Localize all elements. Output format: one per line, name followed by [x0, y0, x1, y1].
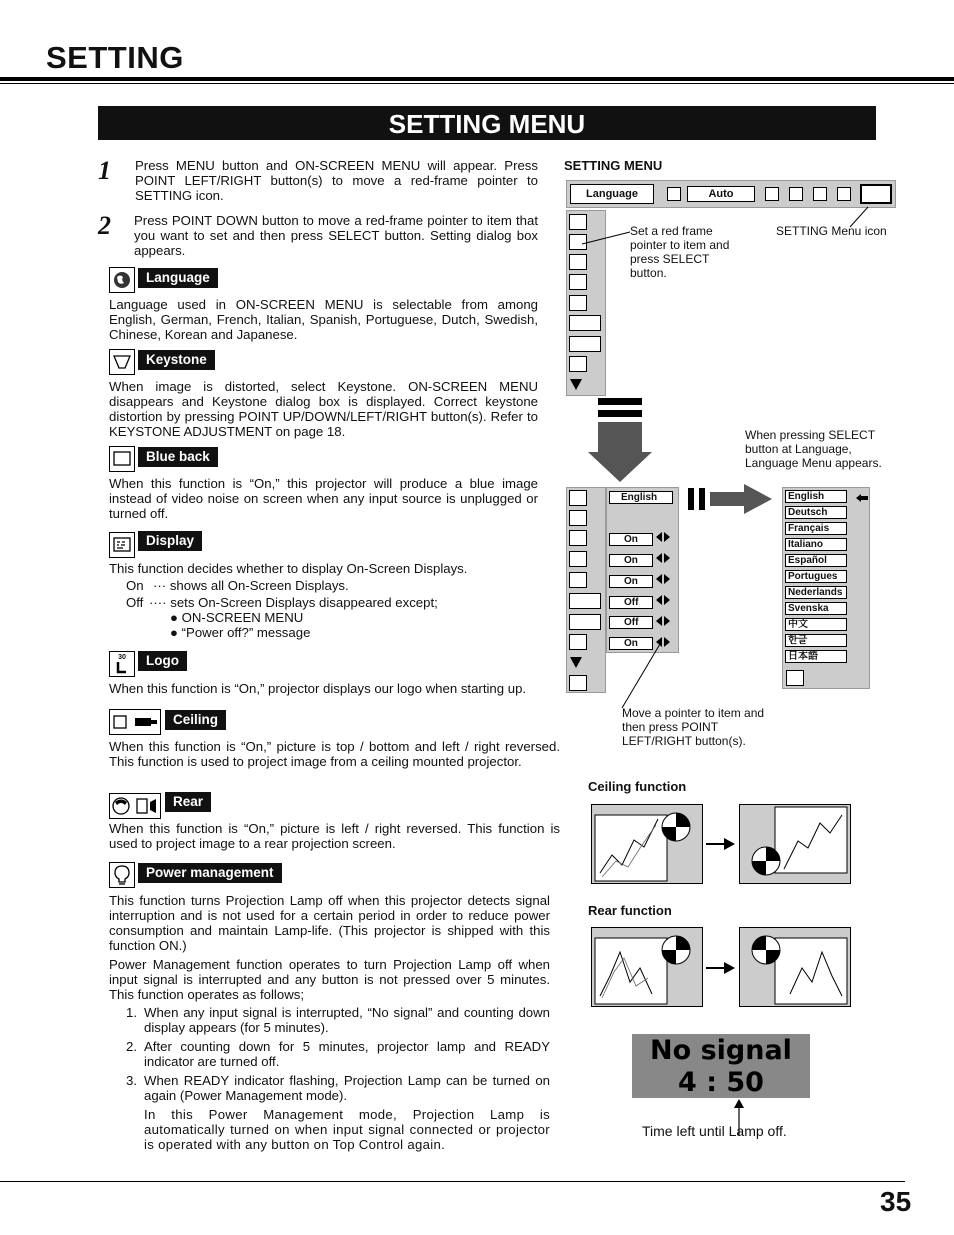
power-step-2	[109, 1039, 550, 1073]
value-logo[interactable]: On	[609, 575, 653, 588]
display-off-key: Off	[126, 595, 144, 610]
left-right-arrows-icon	[655, 531, 671, 649]
bar-language-box[interactable]: Language	[570, 184, 654, 204]
image-icon[interactable]	[789, 187, 803, 201]
logo-label: Logo	[138, 651, 187, 671]
page-number: 35	[880, 1186, 912, 1217]
ceiling-icon	[109, 709, 161, 735]
lang-japanese[interactable]: 日本語	[785, 650, 847, 663]
ceiling-item-icon[interactable]	[569, 315, 601, 331]
big-right-arrow-icon	[688, 484, 774, 514]
lang-francais[interactable]: Français	[785, 522, 847, 535]
down-arrow-icon-2[interactable]	[569, 655, 583, 669]
ceiling-item-icon-2[interactable]	[569, 593, 601, 609]
display-bullet-1: ● ON-SCREEN MENU	[170, 610, 304, 625]
power-management-text-2: Power Management function operates to turn Projection Lamp off when input signal is interrupted and any button is not pressed over 5 minutes. This function operates as follows;	[109, 957, 550, 1002]
power-step-3-num: 3.	[126, 1073, 137, 1088]
logo-icon-text: 30	[118, 654, 126, 661]
screen-icon[interactable]	[765, 187, 779, 201]
language-quit-icon[interactable]	[786, 670, 804, 686]
logo-text: When this function is “On,” projector displays our logo when starting up.	[109, 681, 527, 696]
display-off-desc: ···· sets On-Screen Displays disappeared except;	[149, 595, 438, 610]
lang-english[interactable]: English	[785, 490, 847, 503]
power-management-label: Power management	[138, 863, 282, 883]
blue-back-label: Blue back	[138, 447, 218, 467]
footer-rule	[0, 1181, 905, 1182]
language-text: Language used in ON-SCREEN MENU is selectable from among English, German, French, Italian, Spanish, Portuguese, Dutch, Swedish, Chinese, Korean and Japanese.	[109, 297, 538, 342]
value-rear[interactable]: Off	[609, 616, 653, 629]
display-bullet-1-text: ON-SCREEN MENU	[181, 610, 304, 625]
no-signal-text: No signal	[650, 1035, 792, 1066]
ceiling-text: When this function is “On,” picture is top / bottom and left / right reversed. This function is used to project image from a ceiling mounted projector.	[109, 739, 560, 769]
blue-back-icon	[109, 446, 135, 472]
rear-after-image	[739, 927, 851, 1007]
ceiling-label: Ceiling	[165, 710, 226, 730]
power-steps-list	[109, 1005, 550, 1152]
rear-text: When this function is “On,” picture is left / right reversed. This function is used to project image to a rear projection screen.	[109, 821, 560, 851]
display-item-icon[interactable]	[569, 274, 587, 290]
callout-red-frame: Set a red frame pointer to item and press SELECT button.	[630, 224, 730, 280]
bar-auto-box[interactable]: Auto	[687, 186, 755, 202]
display-on-desc: ··· shows all On-Screen Displays.	[153, 578, 349, 593]
ceiling-function-title: Ceiling function	[588, 779, 687, 794]
blue-back-item-icon[interactable]	[569, 254, 587, 270]
language-item-icon-2[interactable]	[569, 490, 587, 506]
step-1-text: Press MENU button and ON-SCREEN MENU will appear. Press POINT LEFT/RIGHT button(s) to move a red-frame pointer to SETTING icon.	[135, 158, 538, 203]
setting-menu-icon[interactable]	[860, 184, 892, 204]
lamp-icon	[109, 862, 135, 888]
power-step-3-text-2: In this Power Management mode, Projection Lamp is automatically turned on when input signal connected or projector is operated with any button on Top Control again.	[144, 1107, 550, 1152]
big-down-arrow-icon	[588, 398, 652, 484]
keystone-text: When image is distorted, select Keystone. ON-SCREEN MENU disappears and Keystone dialog box is displayed. Correct keystone distortion by pressing POINT UP/DOWN/LEFT/RIGHT button(s). Refer to KEYSTONE ADJUSTMENT on page 18.	[109, 379, 538, 439]
power-step-2-num: 2.	[126, 1039, 137, 1054]
blue-back-item-icon-2[interactable]	[569, 530, 587, 546]
lang-korean[interactable]: 한글	[785, 634, 847, 647]
rear-item-icon[interactable]	[569, 336, 601, 352]
ceiling-after-image	[739, 804, 851, 884]
logo-item-icon[interactable]	[569, 295, 587, 311]
rear-before-image	[591, 927, 703, 1007]
ceiling-before-image	[591, 804, 703, 884]
value-language[interactable]: English	[609, 491, 673, 504]
step-1-number: 1	[98, 156, 111, 185]
display-icon	[109, 532, 135, 558]
rear-icon	[109, 793, 161, 819]
display-on-key: On	[126, 578, 144, 593]
rear-function-title: Rear function	[588, 903, 672, 918]
header-rule-thin	[0, 83, 954, 84]
power-step-1-num: 1.	[126, 1005, 137, 1020]
return-arrow-icon[interactable]	[856, 490, 868, 500]
lang-espanol[interactable]: Español	[785, 554, 847, 567]
step-2-text: Press POINT DOWN button to move a red-frame pointer to item that you want to set and then press SELECT button. Setting dialog box appears.	[134, 213, 538, 258]
time-left-caption: Time left until Lamp off.	[642, 1123, 787, 1139]
step-2-number: 2	[98, 211, 111, 240]
rear-item-icon-2[interactable]	[569, 614, 601, 630]
quit-icon[interactable]	[569, 675, 587, 691]
power-item-icon[interactable]	[569, 356, 587, 372]
section-title: SETTING	[46, 40, 184, 75]
banner-title: SETTING MENU	[98, 106, 876, 140]
power-item-icon-2[interactable]	[569, 634, 587, 650]
keystone-label: Keystone	[138, 350, 215, 370]
lang-chinese[interactable]: 中文	[785, 618, 847, 631]
pc-adjust-icon[interactable]	[813, 187, 827, 201]
value-power[interactable]: On	[609, 637, 653, 650]
lang-svenska[interactable]: Svenska	[785, 602, 847, 615]
display-bullet-2: ● “Power off?” message	[170, 625, 311, 640]
lang-portugues[interactable]: Portugues	[785, 570, 847, 583]
logo-icon	[109, 651, 135, 677]
ceiling-arrow-icon	[706, 836, 736, 852]
value-ceiling[interactable]: Off	[609, 596, 653, 609]
no-signal-countdown: 4 : 50	[678, 1067, 764, 1098]
down-arrow-icon[interactable]	[569, 377, 583, 391]
logo-item-icon-2[interactable]	[569, 572, 587, 588]
input-icon[interactable]	[667, 187, 681, 201]
callout-select-language: When pressing SELECT button at Language, Language Menu appears.	[745, 428, 882, 470]
power-step-2-text: After counting down for 5 minutes, projector lamp and READY indicator are turned off.	[144, 1039, 550, 1069]
display-bullet-2-text: “Power off?” message	[181, 625, 311, 640]
power-step-1-text: When any input signal is interrupted, “No signal” and counting down display appears (for 5 minutes).	[144, 1005, 550, 1035]
power-step-1	[109, 1005, 550, 1039]
header-rule	[0, 77, 954, 81]
power-step-3-text: When READY indicator flashing, Projection Lamp can be turned on again (Power Management mode).	[144, 1073, 550, 1103]
sound-icon[interactable]	[837, 187, 851, 201]
callout-menu-icon: SETTING Menu icon	[776, 224, 887, 238]
language-list	[785, 490, 847, 666]
blue-back-text: When this function is “On,” this projector will produce a blue image instead of video noise on screen when any input source is unplugged or turned off.	[109, 476, 538, 521]
keystone-item-icon-2[interactable]	[569, 510, 587, 526]
value-display[interactable]: On	[609, 554, 653, 567]
display-text: This function decides whether to display On-Screen Displays.	[109, 561, 468, 576]
display-label: Display	[138, 531, 202, 551]
globe-icon	[109, 267, 135, 293]
rear-arrow-icon	[706, 960, 736, 976]
lang-italiano[interactable]: Italiano	[785, 538, 847, 551]
setting-menu-title: SETTING MENU	[564, 158, 663, 173]
language-label: Language	[138, 268, 218, 288]
lang-nederlands[interactable]: Nederlands	[785, 586, 847, 599]
lang-deutsch[interactable]: Deutsch	[785, 506, 847, 519]
rear-label: Rear	[165, 792, 211, 812]
keystone-icon	[109, 349, 135, 375]
power-step-3	[109, 1073, 550, 1107]
display-item-icon-2[interactable]	[569, 551, 587, 567]
power-management-text-1: This function turns Projection Lamp off when this projector detects signal interruption and is not used for a certain period in order to reduce power consumption and maintain Lamp-life. (This projector is shipped with this function ON.)	[109, 893, 550, 953]
callout-line-move	[620, 640, 666, 710]
callout-move-pointer: Move a pointer to item and then press POINT LEFT/RIGHT button(s).	[622, 706, 765, 748]
value-blue-back[interactable]: On	[609, 533, 653, 546]
